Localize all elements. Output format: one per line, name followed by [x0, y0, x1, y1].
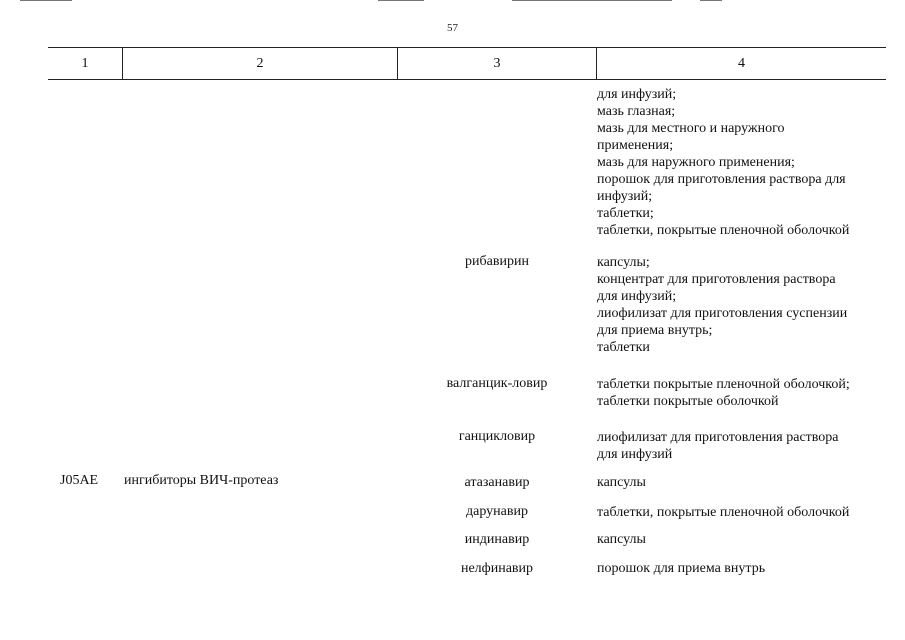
form-line: капсулы; [597, 255, 650, 270]
dosage-forms-cell [597, 254, 887, 356]
continuation-forms-cell [597, 86, 887, 239]
form-line: капсулы [597, 475, 646, 490]
form-line: мазь для местного и наружного [597, 121, 785, 136]
page-number: 57 [447, 22, 458, 34]
form-line: капсулы [597, 532, 646, 547]
form-line: для инфузий [597, 447, 673, 462]
form-line: таблетки [597, 340, 650, 355]
header-cell-3: 3 [398, 48, 597, 79]
drug-name: дарунавир [466, 504, 528, 519]
scan-edge-line [378, 0, 424, 1]
header-cell-2: 2 [123, 48, 398, 79]
dosage-forms-cell [597, 560, 887, 577]
drug-name: атазанавир [464, 475, 530, 490]
form-line: для приема внутрь; [597, 323, 713, 338]
form-line: таблетки покрытые оболочкой [597, 394, 779, 409]
pharmacological-group: ингибиторы ВИЧ-протеаз [124, 473, 279, 488]
form-line: мазь для наружного применения; [597, 155, 795, 170]
form-line: таблетки, покрытые пленочной оболочкой [597, 505, 850, 520]
drug-name: рибавирин [465, 254, 529, 269]
drug-name: ганцикловир [458, 429, 536, 444]
dosage-forms-cell [597, 474, 887, 491]
form-line: таблетки, покрытые пленочной оболочкой [597, 223, 850, 238]
drug-name: индинавир [464, 532, 530, 547]
dosage-forms-cell [597, 429, 887, 463]
form-line: порошок для приготовления раствора для [597, 172, 846, 187]
drug-name: валганцик-ловир [446, 376, 548, 391]
form-line: порошок для приема внутрь [597, 561, 766, 576]
scan-edge-line [20, 0, 72, 1]
form-line: таблетки; [597, 206, 654, 221]
form-line: для инфузий; [597, 87, 677, 102]
form-line: инфузий; [597, 189, 653, 204]
header-cell-1: 1 [48, 48, 123, 79]
form-line: применения; [597, 138, 674, 153]
dosage-forms-cell [597, 504, 887, 521]
form-line: лиофилизат для приготовления суспензии [597, 306, 848, 321]
form-line: концентрат для приготовления раствора [597, 272, 836, 287]
form-line: для инфузий; [597, 289, 677, 304]
form-line: мазь глазная; [597, 104, 676, 119]
scan-edge-line [700, 0, 722, 1]
table-header-row [48, 47, 886, 80]
form-line: таблетки покрытые пленочной оболочкой; [597, 377, 850, 392]
dosage-forms-cell [597, 376, 887, 410]
form-line: лиофилизат для приготовления раствора [597, 430, 839, 445]
atc-code: J05AE [60, 473, 99, 488]
drug-name: нелфинавир [460, 561, 534, 576]
dosage-forms-cell [597, 531, 887, 548]
scan-edge-line [512, 0, 672, 1]
header-cell-4: 4 [738, 56, 745, 71]
